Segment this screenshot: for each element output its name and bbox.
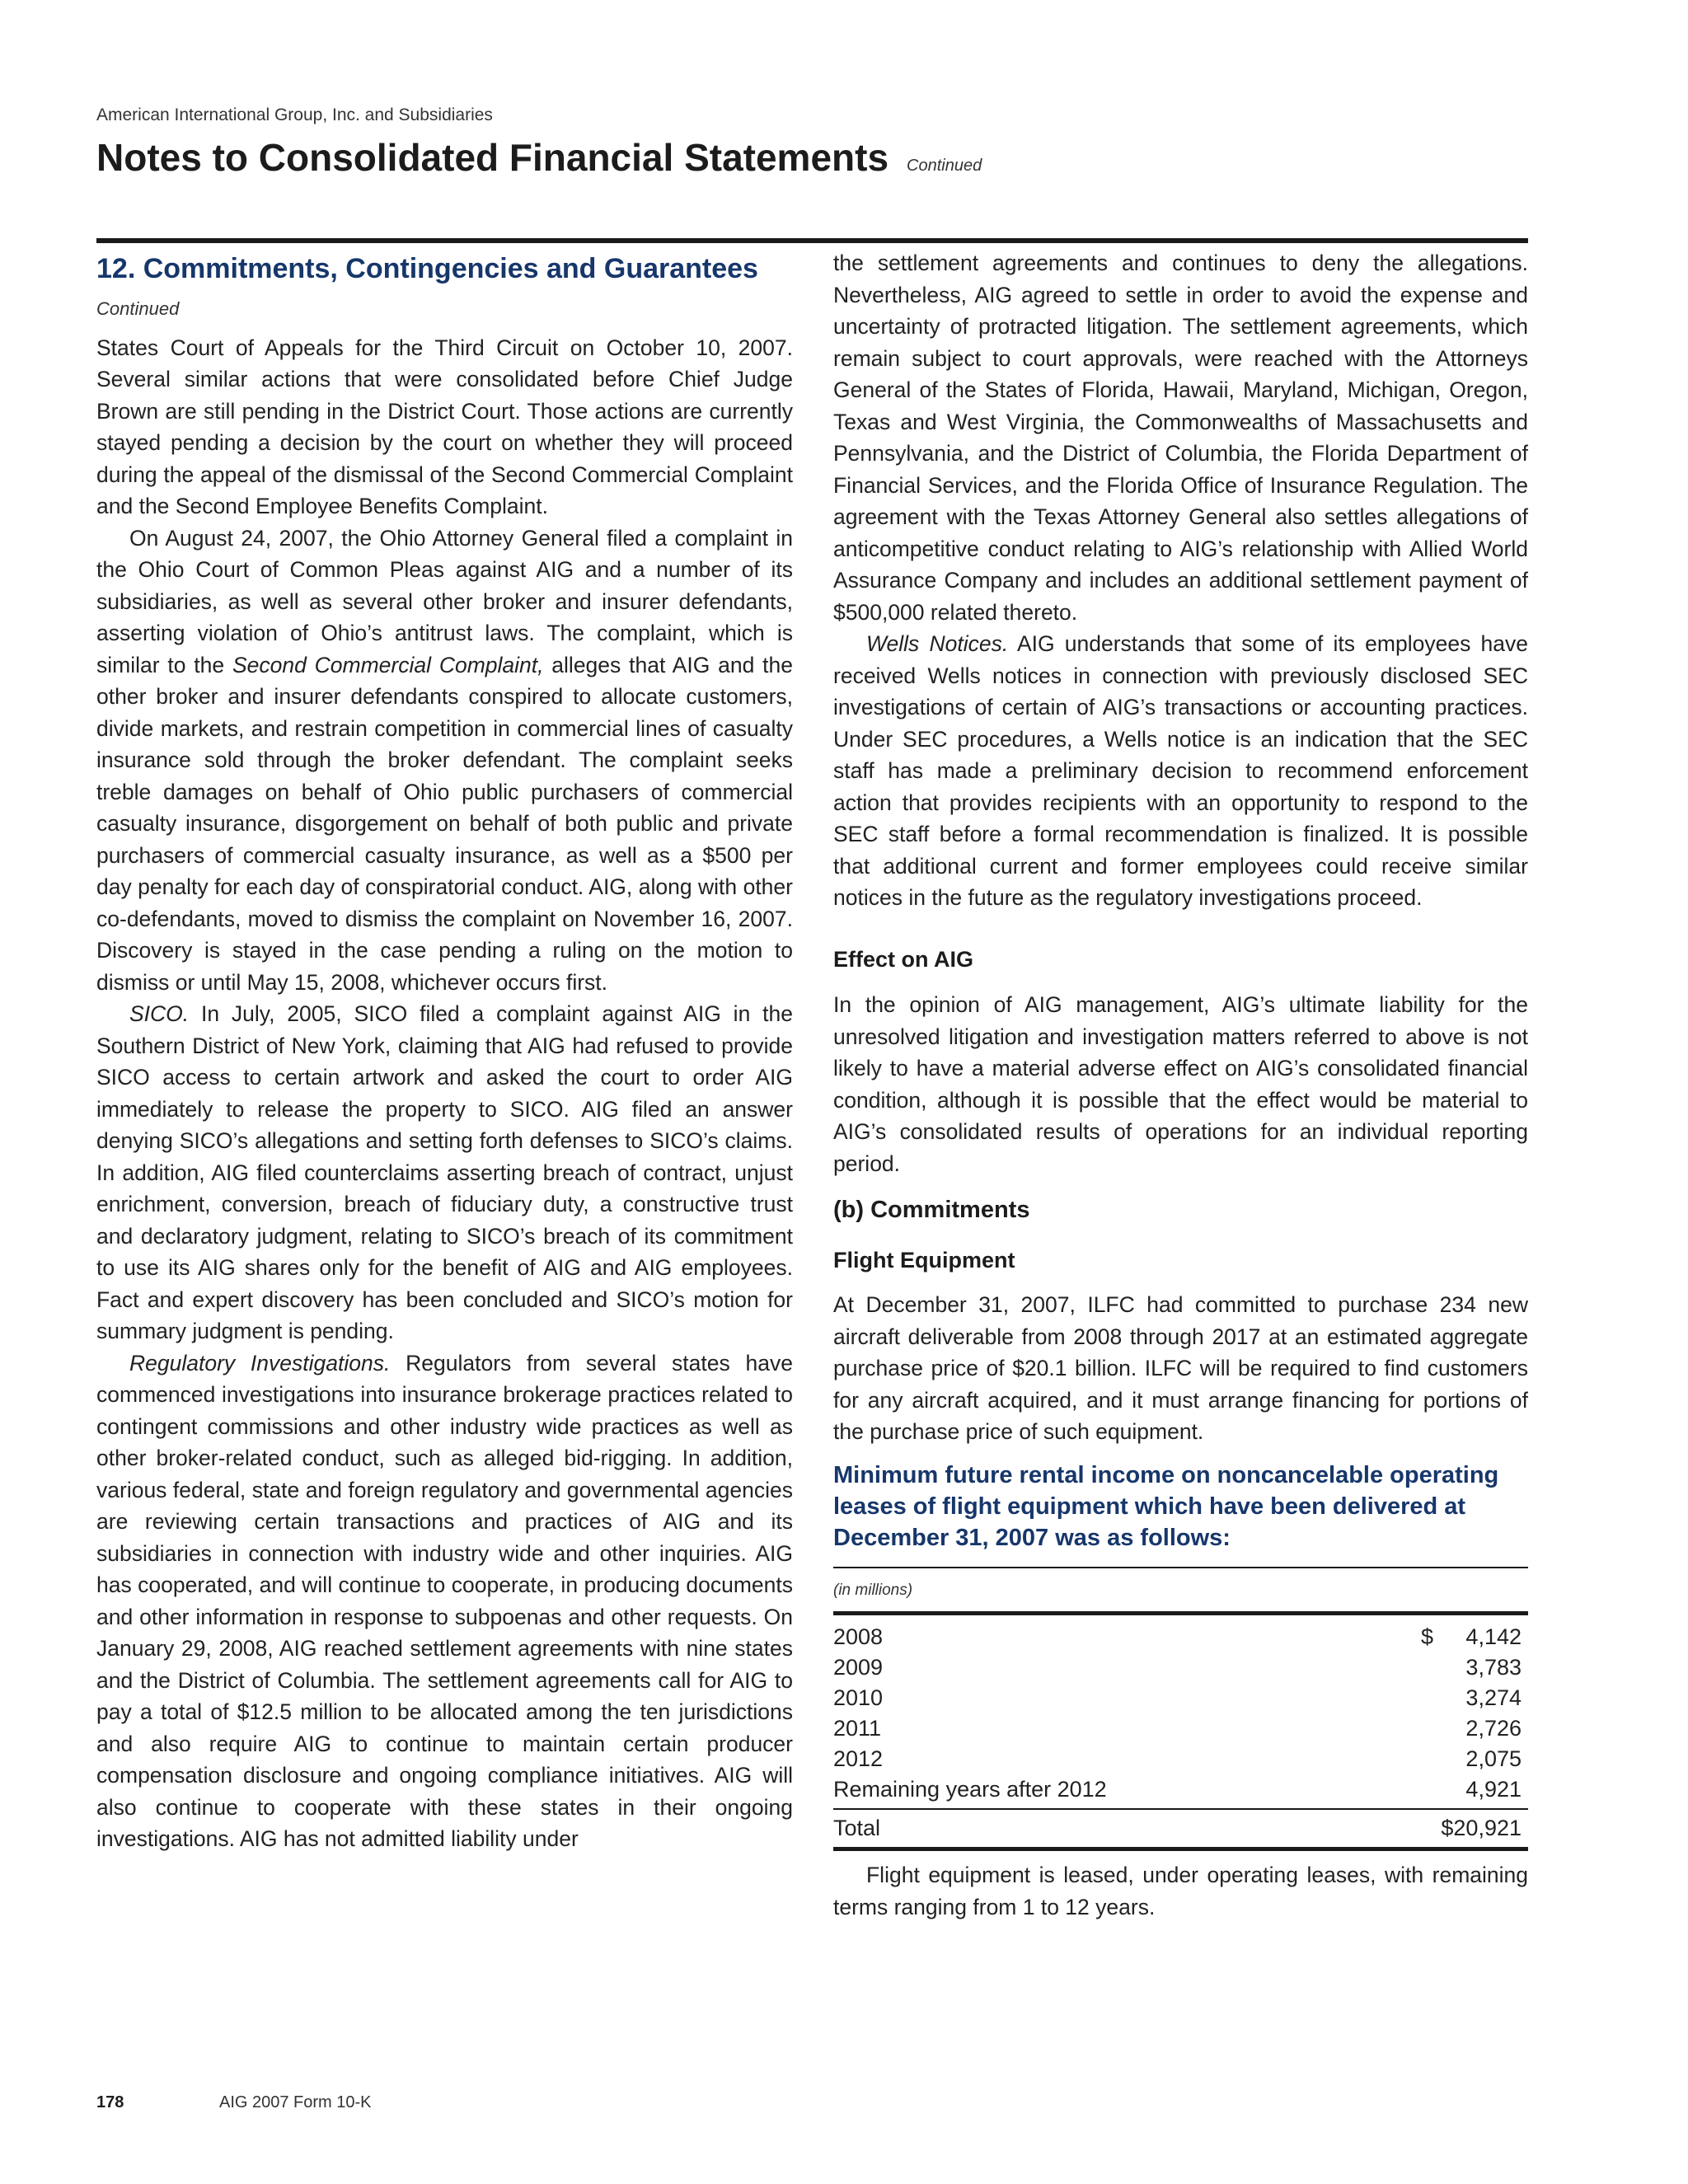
- section-continued-label: Continued: [96, 298, 180, 319]
- total-label: Total: [833, 1816, 881, 1840]
- paragraph-settlement-agreements: the settlement agreements and continues to deny the allegations. Nevertheless, AIG agreed to settle in order to avoid the expense and uncertainty of protracted litigation. The settlement agreements, which remain subject to court approvals, were reached with the Attorneys General of the States of Florida, Hawaii, Maryland, Michigan, Oregon, Texas and West Virginia, the Commonwealths of Massachusetts and Pennsylvania, and the District of Columbia, the Florida Department of Financial Services, and the Florida Office of Insurance Regulation. The agreement with the Texas Attorney General also settles allegations of anticompetitive conduct relating to AIG’s relationship with Allied World Assurance Company and includes an additional settlement payment of $500,000 related thereto.: [833, 251, 1528, 625]
- table-row: [833, 1744, 1528, 1774]
- table-row: [833, 1713, 1528, 1744]
- wells-text: AIG understands that some of its employees have received Wells notices in connection with previously disclosed SEC investigations of certain of AIG’s transactions or accounting practices. Under SEC procedures, a Wells notice is an indication that the SEC staff has made a preliminary decision to recommend enforcement action that provides recipients with an opportunity to respond to the SEC staff before a formal recommendation is finalized. It is possible that additional current and former employees could receive similar notices in the future as the regulatory investigations proceed.: [833, 631, 1528, 910]
- row-value: [1421, 1622, 1522, 1652]
- regulatory-text: Regulators from several states have commenced investigations into insurance brokerage practices related to contingent commissions and other industry wide practices as well as other broker-related conduct, such as alleged bid-rigging. In addition, various federal, state and foreign regulatory and governmental agencies are reviewing certain transactions and practices of AIG and its subsidiaries in connection with industry wide and other inquiries. AIG has cooperated, and will continue to cooperate, in producing documents and other information in response to subpoenas and other requests. On January 29, 2008, AIG reached settlement agreements with nine states and the District of Columbia. The settlement agreements call for AIG to pay a total of $12.5 million to be allocated among the ten jurisdictions and also require AIG to continue to maintain certain producer compensation disclosure and ongoing compliance initiatives. AIG will also continue to cooperate with these states in their ongoing investigations. AIG has not admitted liability under: [96, 1350, 793, 1851]
- paragraph-sico: [96, 998, 793, 1347]
- table-row: [833, 1652, 1528, 1683]
- paragraph-lease-terms: Flight equipment is leased, under operating leases, with remaining terms ranging from 1 to 12 years.: [833, 1863, 1528, 1919]
- table-row: [833, 1622, 1528, 1652]
- table-total-rule: [833, 1808, 1528, 1810]
- paragraph-effect-on-aig: In the opinion of AIG management, AIG’s ultimate liability for the unresolved litigation and investigation matters referred to above is not likely to have a material adverse effect on AIG’s consolidated financial condition, although it is possible that the effect would be material to AIG’s consolidated results of operations for an individual reporting period.: [833, 992, 1528, 1176]
- row-value: 4,921: [1465, 1777, 1522, 1802]
- commitments-heading: (b) Commitments: [833, 1197, 1030, 1223]
- table-total-row: [833, 1813, 1528, 1844]
- section-title: 12. Commitments, Contingencies and Guarantees: [96, 253, 758, 284]
- row-label: Remaining years after 2012: [833, 1777, 1107, 1802]
- sico-lead-in: SICO.: [129, 1001, 190, 1026]
- page-number: 178: [96, 2093, 124, 2111]
- table-header-rule: [833, 1611, 1528, 1615]
- flight-equipment-heading: Flight Equipment: [833, 1247, 1015, 1272]
- paragraph-flight-equipment: At December 31, 2007, ILFC had committed to purchase 234 new aircraft deliverable from 2008 through 2017 at an estimated aggregate purchase price of $20.1 billion. ILFC will be required to find customers for any aircraft acquired, and it must arrange financing for portions of the purchase price of such equipment.: [833, 1292, 1528, 1444]
- row-value: 2,726: [1465, 1716, 1522, 1741]
- row-label: 2008: [833, 1624, 884, 1649]
- wells-lead-in: Wells Notices.: [866, 631, 1009, 656]
- ohio-text-b: alleges that AIG and the other broker and insurer defendants conspired to allocate customers, divide markets, and restrain competition in commercial lines of casualty insurance sold through the broker defendant. The complaint seeks treble damages on behalf of Ohio public purchasers of commercial casualty insurance, disgorgement on behalf of both public and private purchasers of commercial casualty insurance, as well as a $500 per day penalty for each day of conspiratorial conduct. AIG, along with other co-defendants, moved to dismiss the complaint on November 16, 2007. Discovery is stayed in the case pending a ruling on the motion to dismiss or until May 15, 2008, whichever occurs first.: [96, 652, 793, 995]
- currency-symbol: $: [1421, 1624, 1434, 1649]
- paragraph-regulatory-investigations: [96, 1347, 793, 1855]
- ohio-text-emphasis: Second Commercial Complaint,: [232, 652, 544, 677]
- table-row: [833, 1774, 1528, 1805]
- paragraph-third-circuit: States Court of Appeals for the Third Circuit on October 10, 2007. Several similar actions that were consolidated before Chief Judge Brown are still pending in the District Court. Those actions are currently stayed pending a decision by the court on whether they will proceed during the appeal of the dismissal of the Second Commercial Complaint and the Second Employee Benefits Complaint.: [96, 335, 793, 518]
- row-amount: 4,142: [1465, 1624, 1522, 1649]
- rental-table-title: Minimum future rental income on noncancelable operating leases of flight equipment which have been delivered at December 31, 2007 was as follows:: [833, 1461, 1499, 1551]
- row-label: 2011: [833, 1716, 882, 1741]
- total-value: $20,921: [1441, 1816, 1522, 1840]
- table-bottom-rule: [833, 1847, 1528, 1851]
- row-label: 2009: [833, 1655, 884, 1680]
- sico-text: In July, 2005, SICO filed a complaint against AIG in the Southern District of New York, claiming that AIG had refused to provide SICO access to certain artwork and asked the court to order AIG immediately to release the property to SICO. AIG filed an answer denying SICO’s allegations and setting forth defenses to SICO’s claims. In addition, AIG filed counterclaims asserting breach of contract, unjust enrichment, conversion, breach of fiduciary duty, a constructive trust and declaratory judgment, relating to SICO’s breach of its commitment to use its AIG shares only for the benefit of AIG and AIG employees. Fact and expert discovery has been concluded and SICO’s motion for summary judgment is pending.: [96, 1001, 793, 1343]
- paragraph-ohio-complaint: [96, 523, 793, 999]
- row-value: 3,783: [1465, 1655, 1522, 1680]
- table-row: [833, 1683, 1528, 1713]
- header-rule: [96, 238, 1528, 243]
- document-name: AIG 2007 Form 10-K: [219, 2093, 372, 2111]
- ohio-text-a: On August 24, 2007, the Ohio Attorney General filed a complaint in the Ohio Court of Common Pleas against AIG and a number of its subsidiaries, as well as several other broker and insurer defendants, asserting violation of Ohio’s antitrust laws. The complaint, which is similar to the: [96, 525, 793, 677]
- page-header: [96, 135, 982, 180]
- left-column: [96, 247, 793, 1855]
- rental-income-table: [833, 1567, 1528, 1852]
- title-continued-label: Continued: [907, 157, 982, 175]
- regulatory-lead-in: Regulatory Investigations.: [129, 1350, 391, 1376]
- company-name: American International Group, Inc. and Subsidiaries: [96, 105, 493, 124]
- paragraph-wells-notices: [833, 628, 1528, 914]
- row-value: 3,274: [1465, 1685, 1522, 1710]
- right-column: [833, 247, 1528, 1923]
- row-value: 2,075: [1465, 1746, 1522, 1771]
- effect-heading: Effect on AIG: [833, 946, 974, 972]
- page-title: Notes to Consolidated Financial Statements: [96, 136, 889, 179]
- row-label: 2010: [833, 1685, 884, 1710]
- row-label: 2012: [833, 1746, 884, 1771]
- table-unit-label: (in millions): [833, 1581, 913, 1599]
